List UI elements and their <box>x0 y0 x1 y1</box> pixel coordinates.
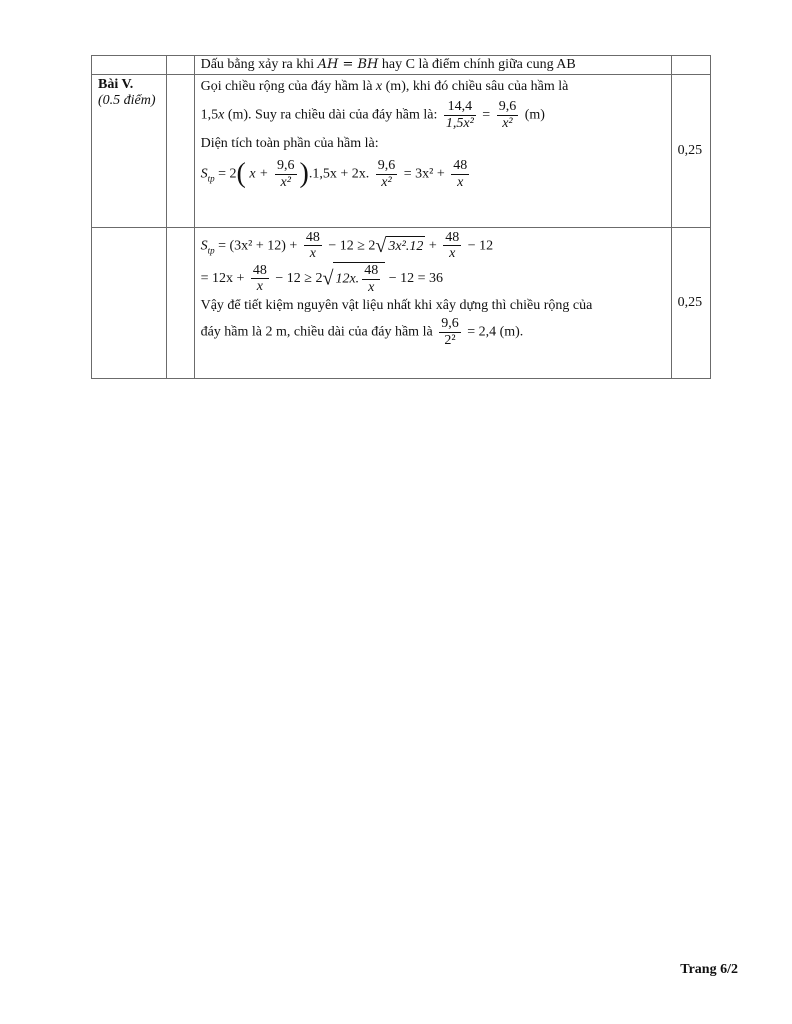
fraction <box>275 158 297 190</box>
denominator: x² <box>497 115 519 132</box>
numerator: 9,6 <box>277 158 295 174</box>
fraction <box>304 230 322 262</box>
fraction <box>251 263 269 295</box>
sqrt-sign: √ <box>375 234 387 257</box>
denominator: x <box>251 278 269 295</box>
cell-solution-part2 <box>194 228 671 379</box>
math-expr: = (3x² + 12) + <box>218 238 298 254</box>
paren-open: ( <box>236 158 246 190</box>
cell-empty <box>92 56 167 75</box>
answer-table <box>91 55 711 379</box>
fraction <box>376 158 398 190</box>
denominator: x <box>304 245 322 262</box>
subscript: tp <box>207 245 215 256</box>
cell-empty <box>92 228 167 379</box>
cell-problem-label <box>92 75 167 228</box>
numerator: 14,4 <box>447 99 473 115</box>
math-expr: + <box>428 238 437 254</box>
math-expr: 12x. <box>335 271 360 287</box>
math-var: x <box>375 79 383 94</box>
text: 1,5 <box>200 107 219 123</box>
text: đáy hầm là 2 m, chiều dài của đáy hầm là <box>200 324 433 340</box>
text: (m), khi đó chiều sâu của hầm là <box>385 79 569 94</box>
table-row-part2 <box>92 228 711 379</box>
fraction <box>443 230 461 262</box>
numerator: 48 <box>305 230 320 245</box>
numerator: 48 <box>252 262 267 278</box>
sqrt-sign: √ <box>322 267 334 290</box>
solution-line <box>201 77 665 97</box>
sqrt-content: 3x².12 <box>386 236 425 257</box>
problem-title: Bài V. <box>98 77 134 92</box>
fraction <box>451 158 469 190</box>
math-var: x <box>218 107 225 123</box>
formula-line <box>201 154 665 195</box>
cell-conclusion <box>194 56 671 75</box>
math-expr: − 12 ≥ 2 <box>275 271 323 287</box>
text: Gọi chiều rộng của đáy hầm là <box>200 79 373 94</box>
math-var: S <box>200 166 208 182</box>
formula-line <box>201 230 665 262</box>
math-expr: .1,5x + 2x. <box>308 166 370 182</box>
score: 0,25 <box>677 143 703 158</box>
denominator: x <box>362 279 380 296</box>
numerator: 48 <box>453 158 468 174</box>
page-number: Trang 6/2 <box>680 962 738 977</box>
sqrt-content <box>333 262 385 295</box>
cell-empty <box>167 56 194 75</box>
numerator: 9,6 <box>498 99 517 115</box>
table-row-part1 <box>92 75 711 228</box>
cell-empty <box>167 228 194 379</box>
math-expr: = 3x² + <box>403 166 445 182</box>
subscript: tp <box>207 173 215 184</box>
text: (m) <box>524 107 545 123</box>
math-expr: = 12x + <box>200 271 245 287</box>
score: 0,25 <box>677 295 703 310</box>
fraction <box>362 263 380 295</box>
numerator: 48 <box>364 263 379 279</box>
solution-line: Vậy để tiết kiệm nguyên vật liệu nhất khi xây dựng thì chiều rộng của <box>200 297 593 313</box>
fraction <box>444 99 476 131</box>
numerator: 9,6 <box>441 316 459 332</box>
cell-empty <box>671 56 710 75</box>
denominator: x <box>443 245 461 262</box>
fraction <box>439 316 461 348</box>
denominator: x² <box>275 174 297 191</box>
text: = 2,4 (m). <box>467 324 524 340</box>
text: = <box>482 107 491 123</box>
cell-solution-part1 <box>194 75 671 228</box>
denominator: x² <box>376 174 398 191</box>
cell-empty <box>167 75 194 228</box>
solution-line: Diện tích toàn phần của hầm là: <box>200 135 379 151</box>
text: hay C là điểm chính giữa cung AB <box>381 57 576 72</box>
formula-line <box>201 262 665 295</box>
cell-score <box>671 75 710 228</box>
paren-close: ) <box>299 158 309 190</box>
denominator: 2² <box>439 332 461 349</box>
problem-points: (0.5 điểm) <box>98 93 156 108</box>
numerator: 48 <box>445 230 460 245</box>
table-row-top <box>92 56 711 75</box>
math-expr: − 12 = 36 <box>388 271 443 287</box>
cell-score <box>671 228 710 379</box>
text: (m). Suy ra chiều dài của đáy hầm là: <box>227 107 438 123</box>
solution-line <box>201 316 665 348</box>
text: Dấu bằng xảy ra khi <box>200 57 315 72</box>
math-expr: − 12 ≥ 2 <box>328 238 376 254</box>
math-expr: AH = BH <box>317 57 379 72</box>
denominator: 1,5x² <box>445 115 474 131</box>
text: = 2 <box>218 166 237 182</box>
denominator: x <box>451 174 469 191</box>
numerator: 9,6 <box>377 158 396 174</box>
math-var: S <box>200 238 208 254</box>
solution-line <box>201 99 665 131</box>
fraction <box>497 99 519 131</box>
math-expr: − 12 <box>467 238 494 254</box>
math-expr: x + <box>249 166 269 182</box>
